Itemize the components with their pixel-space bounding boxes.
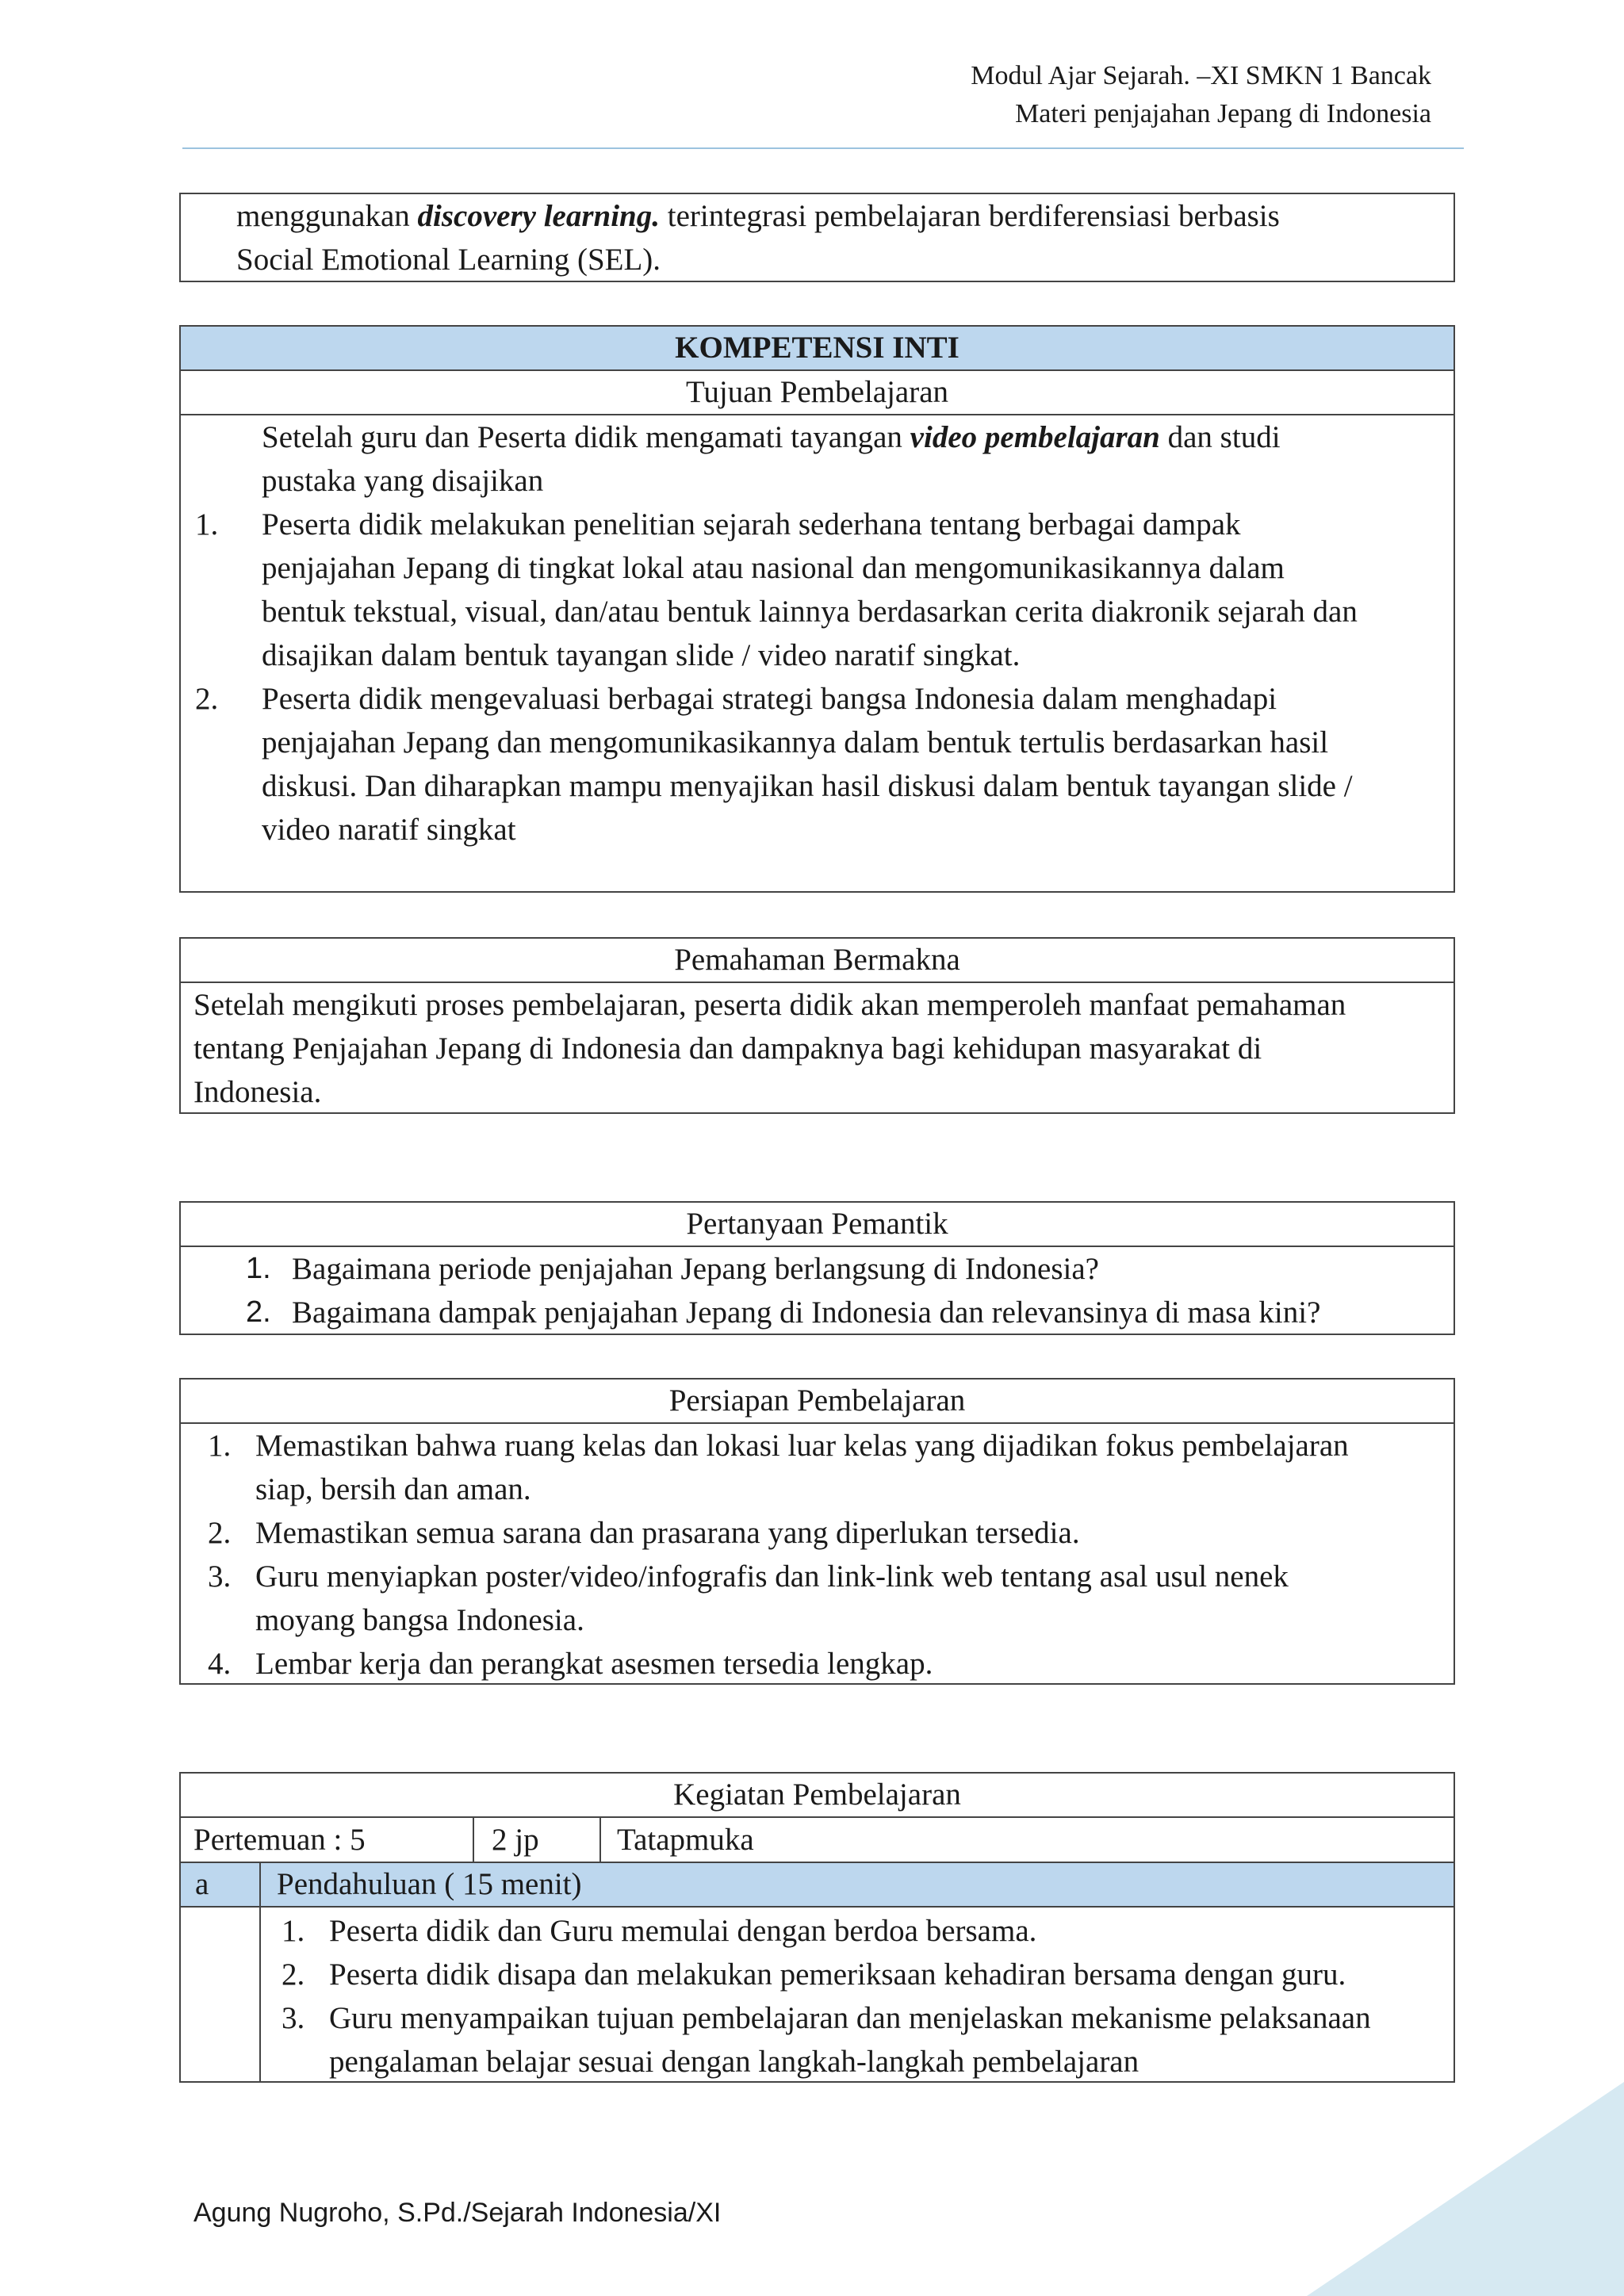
tp-intro-line-1: Setelah guru dan Peserta didik mengamati tayangan video pembelajaran dan studi — [262, 420, 1281, 454]
tp-item-line: diskusi. Dan diharapkan mampu menyajikan hasil diskusi dalam bentuk tayangan slide / — [262, 769, 1353, 803]
kegiatan-meta-row — [181, 1818, 1454, 1863]
pemahaman-title: Pemahaman Bermakna — [181, 939, 1454, 983]
pemahaman-bermakna-table — [179, 937, 1455, 1114]
pemantik-item-number: 2. — [246, 1295, 271, 1329]
pendahuluan-item — [261, 1996, 1454, 2084]
tp-item-number: 1. — [195, 507, 219, 541]
tp-item-number: 2. — [195, 682, 219, 716]
pertemuan-cell: Pertemuan : 5 — [181, 1818, 474, 1862]
pemahaman-line: Setelah mengikuti proses pembelajaran, peserta didik akan memperoleh manfaat pemahaman — [193, 988, 1346, 1022]
corner-triangle — [1307, 2082, 1624, 2296]
pendahuluan-items — [261, 1908, 1454, 2081]
tp-item-line: disajikan dalam bentuk tayangan slide / video naratif singkat. — [262, 638, 1021, 672]
header-subtitle: Materi penjajahan Jepang di Indonesia — [1015, 99, 1431, 128]
pendahuluan-item-number: 2. — [282, 1957, 305, 1992]
page-header — [971, 57, 1431, 133]
kompetensi-title: KOMPETENSI INTI — [181, 327, 1454, 371]
tp-item-line: video naratif singkat — [262, 813, 516, 847]
intro-bold-term: discovery learning. — [417, 199, 660, 233]
pendahuluan-item-line: Peserta didik disapa dan melakukan pemeriksaan kehadiran bersama dengan guru. — [329, 1957, 1346, 1992]
persiapan-item-line: moyang bangsa Indonesia. — [255, 1603, 584, 1637]
empty-label-cell — [181, 1908, 261, 2081]
tujuan-pembelajaran-body — [181, 415, 1454, 851]
pemahaman-line: tentang Penjajahan Jepang di Indonesia dan dampaknya bagi kehidupan masyarakat di — [193, 1031, 1262, 1066]
pemahaman-line: Indonesia. — [193, 1075, 322, 1109]
kompetensi-inti-table — [179, 325, 1455, 893]
jp-cell: 2 jp — [474, 1818, 601, 1862]
persiapan-item-line: Guru menyiapkan poster/video/infografis dan link-link web tentang asal usul nenek — [255, 1559, 1289, 1594]
persiapan-item — [181, 1511, 1454, 1555]
tp-items — [181, 503, 1454, 851]
pertanyaan-pemantik-table — [179, 1201, 1455, 1335]
kegiatan-title: Kegiatan Pembelajaran — [181, 1774, 1454, 1818]
pemahaman-body — [181, 983, 1454, 1114]
pendahuluan-item-number: 1. — [282, 1914, 305, 1948]
intro-box — [179, 193, 1455, 282]
persiapan-item-line: Lembar kerja dan perangkat asesmen tersedia lengkap. — [255, 1647, 933, 1681]
persiapan-item-line: Memastikan semua sarana dan prasarana yang diperlukan tersedia. — [255, 1516, 1080, 1550]
persiapan-item-number: 4. — [208, 1647, 232, 1681]
pemantik-item — [181, 1247, 1454, 1291]
kegiatan-pembelajaran-table — [179, 1772, 1455, 2083]
pendahuluan-body — [181, 1908, 1454, 2081]
corner-decoration — [1307, 2082, 1624, 2296]
intro-line-2: Social Emotional Learning (SEL). — [236, 243, 661, 277]
intro-line-1: menggunakan discovery learning. terintegrasi pembelajaran berdiferensiasi berbasis — [236, 199, 1280, 233]
header-title: Modul Ajar Sejarah. –XI SMKN 1 Bancak — [971, 61, 1431, 90]
pemantik-item — [181, 1291, 1454, 1334]
persiapan-pembelajaran-table — [179, 1378, 1455, 1685]
pendahuluan-row — [181, 1863, 1454, 1908]
persiapan-item-line: siap, bersih dan aman. — [255, 1472, 531, 1506]
tp-item-line: bentuk tekstual, visual, dan/atau bentuk lainnya berdasarkan cerita diakronik sejarah dan — [262, 595, 1358, 629]
mode-cell: Tatapmuka — [617, 1823, 754, 1857]
tp-item — [181, 503, 1454, 677]
pendahuluan-item — [261, 1953, 1454, 1996]
header-divider — [182, 147, 1464, 149]
tp-item-line: penjajahan Jepang di tingkat lokal atau nasional dan mengomunikasikannya dalam — [262, 551, 1285, 585]
footer-author: Agung Nugroho, S.Pd./Sejarah Indonesia/XI — [193, 2198, 722, 2228]
persiapan-item — [181, 1555, 1454, 1642]
tp-item — [181, 677, 1454, 851]
section-label: a — [181, 1863, 261, 1906]
pemantik-item-text: Bagaimana dampak penjajahan Jepang di Indonesia dan relevansinya di masa kini? — [292, 1295, 1321, 1330]
pendahuluan-item-number: 3. — [282, 2001, 305, 2035]
pendahuluan-item-line: Peserta didik dan Guru memulai dengan berdoa bersama. — [329, 1914, 1037, 1948]
persiapan-item-number: 1. — [208, 1429, 232, 1463]
persiapan-item-number: 3. — [208, 1559, 232, 1594]
tp-item-line: Peserta didik mengevaluasi berbagai strategi bangsa Indonesia dalam menghadapi — [262, 682, 1277, 716]
persiapan-items — [181, 1424, 1454, 1686]
section-title: Pendahuluan ( 15 menit) — [277, 1867, 582, 1901]
pendahuluan-item-line: Guru menyampaikan tujuan pembelajaran dan menjelaskan mekanisme pelaksanaan — [329, 2001, 1371, 2035]
pendahuluan-item-line: pengalaman belajar sesuai dengan langkah-langkah pembelajaran — [329, 2045, 1139, 2079]
pendahuluan-item — [261, 1909, 1454, 1953]
tp-item-line: Peserta didik melakukan penelitian sejarah sederhana tentang berbagai dampak — [262, 507, 1241, 541]
persiapan-item — [181, 1424, 1454, 1511]
pemantik-item-number: 1. — [246, 1252, 271, 1285]
pemantik-title: Pertanyaan Pemantik — [181, 1203, 1454, 1247]
persiapan-item-number: 2. — [208, 1516, 232, 1550]
persiapan-item-line: Memastikan bahwa ruang kelas dan lokasi luar kelas yang dijadikan fokus pembelajaran — [255, 1429, 1349, 1463]
pemantik-item-text: Bagaimana periode penjajahan Jepang berlangsung di Indonesia? — [292, 1252, 1099, 1286]
persiapan-item — [181, 1642, 1454, 1686]
tp-item-line: penjajahan Jepang dan mengomunikasikannya dalam bentuk tertulis berdasarkan hasil — [262, 725, 1329, 760]
tp-intro-line-2: pustaka yang disajikan — [262, 464, 544, 498]
persiapan-title: Persiapan Pembelajaran — [181, 1380, 1454, 1424]
tujuan-pembelajaran-heading: Tujuan Pembelajaran — [181, 371, 1454, 415]
